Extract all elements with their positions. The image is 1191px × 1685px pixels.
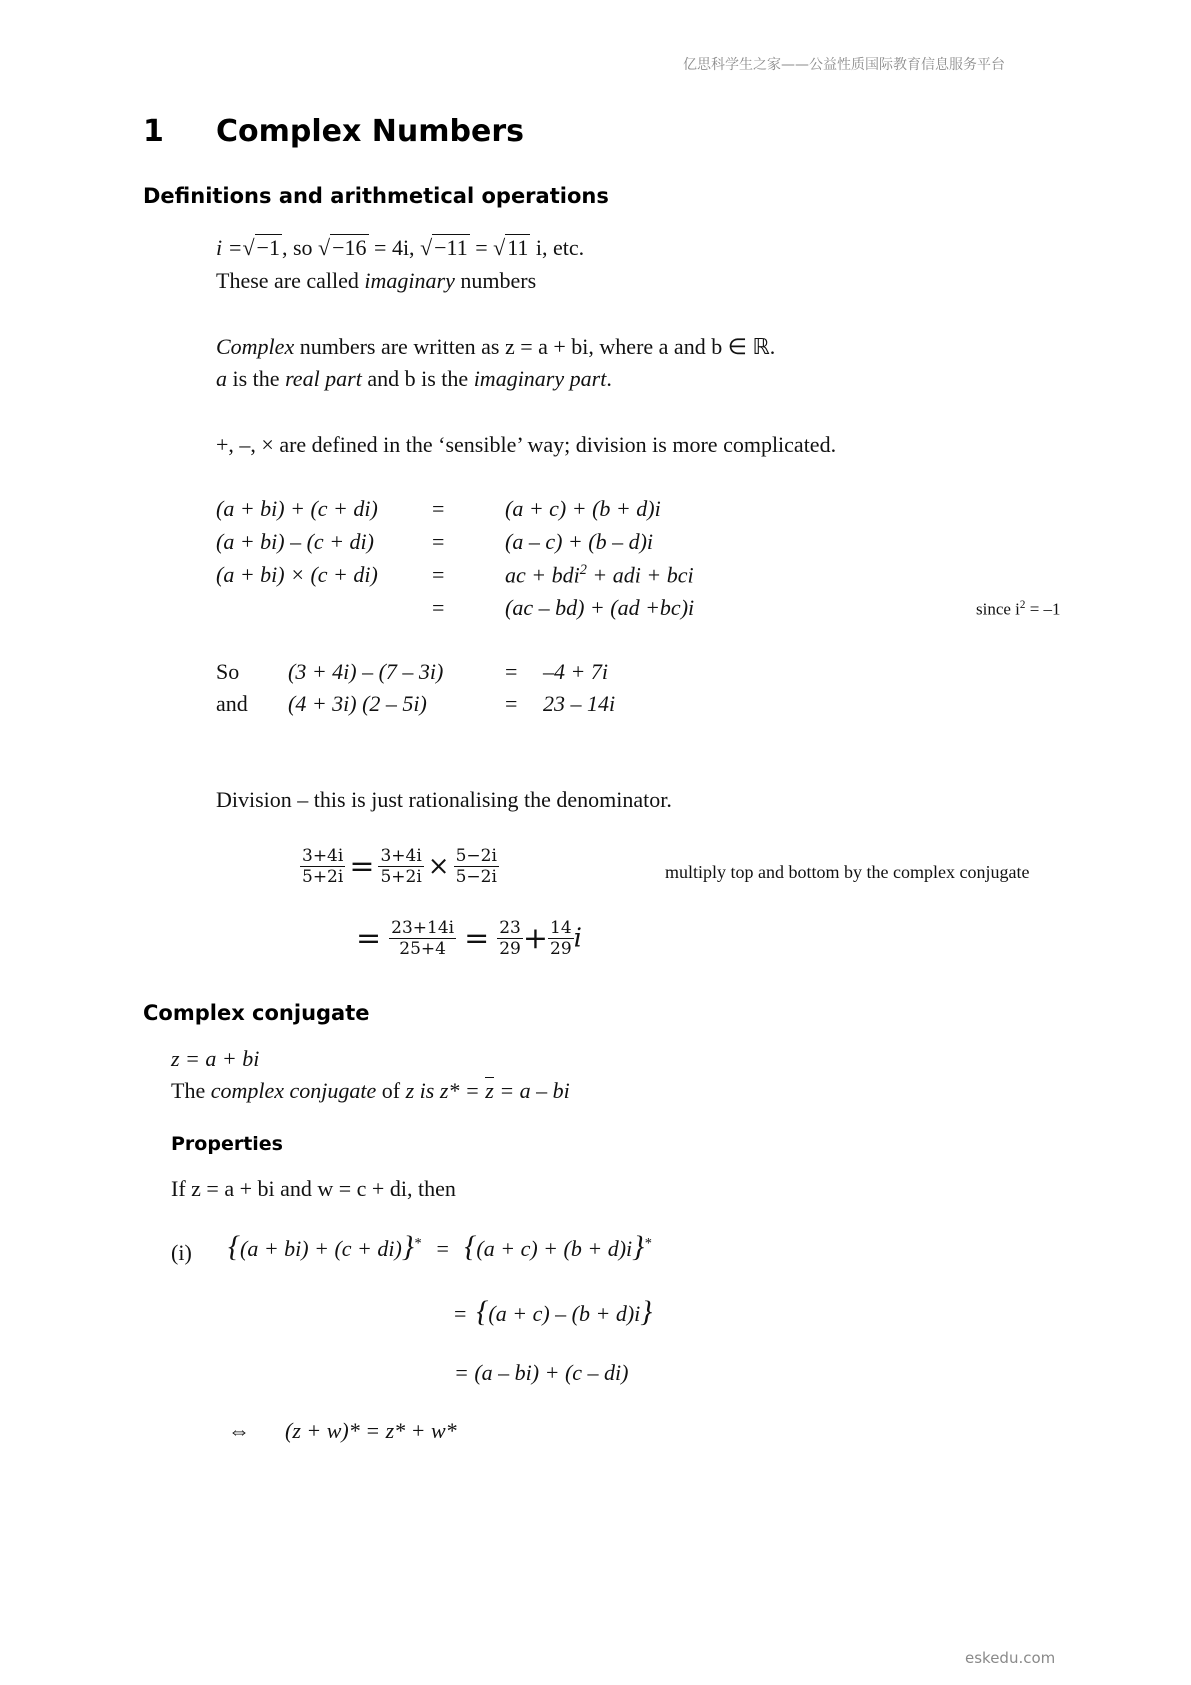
example2-label: and <box>216 691 248 716</box>
example2-expr: (4 + 3i) (2 – 5i) <box>288 691 427 716</box>
imaginary-note: These are called imaginary numbers <box>216 268 537 293</box>
example2-result: 23 – 14i <box>543 691 616 716</box>
op-mul2-rhs: (ac – bd) + (ad +bc)i <box>505 595 695 620</box>
property-i-result: (z + w)* = z* + w* <box>285 1418 457 1443</box>
op-since-note: since $i^2 = -1$ <box>976 599 1061 619</box>
section-heading-conjugate: Complex conjugate <box>143 1001 370 1025</box>
real-imag-parts: a is the real part and b is the imaginary part. <box>216 366 612 391</box>
operations-note: +, –, × are defined in the ‘sensible’ way; division is more complicated. <box>216 432 837 457</box>
property-i-line-3: = (a – bi) + (c – di) <box>454 1360 629 1385</box>
division-line-2: = $\frac{23+14i}{25+4}$ = $\frac{23}{29}$ + $\frac{14}{29}$ i <box>356 918 582 959</box>
division-note: Division – this is just rationalising the denominator. <box>216 787 672 812</box>
op-mul-rhs: ac + bdi$^2$ + adi + bci <box>505 562 694 588</box>
section-heading-definitions: Definitions and arithmetical operations <box>143 184 609 208</box>
complex-definition: Complex numbers are written as z = a + bi, where a and b ∈ ℝ. <box>216 334 776 359</box>
op-add-lhs: (a + bi) + (c + di) <box>216 496 378 521</box>
division-line-1: $\frac{3+4i}{5+2i}$ = $\frac{3+4i}{5+2i}$ × $\frac{5-2i}{5-2i}$ <box>302 846 497 887</box>
properties-heading: Properties <box>171 1133 283 1155</box>
example1-eq: = <box>505 659 518 684</box>
division-conjugate-note: multiply top and bottom by the complex conjugate <box>665 862 1030 882</box>
op-sub-lhs: (a + bi) – (c + di) <box>216 529 374 554</box>
implies-icon: ⇔ <box>228 1418 250 1443</box>
op-add-rhs: (a + c) + (b + d)i <box>505 496 661 521</box>
op-add-eq: = <box>432 496 445 521</box>
example1-expr: (3 + 4i) – (7 – 3i) <box>288 659 444 684</box>
imaginary-definition: i =√−1, so √−16 = 4i, √−11 = √11 i, etc. <box>216 235 585 260</box>
example1-result: –4 + 7i <box>543 659 608 684</box>
page-title: Complex Numbers <box>216 114 524 149</box>
op-mul2-eq: = <box>432 595 445 620</box>
example1-label: So <box>216 659 240 684</box>
header-site: 亿思科学生之家——公益性质国际教育信息服务平台 <box>683 57 1005 73</box>
properties-intro: If z = a + bi and w = c + di, then <box>171 1176 456 1201</box>
op-mul-lhs: (a + bi) × (c + di) <box>216 562 378 587</box>
example2-eq: = <box>505 691 518 716</box>
conjugate-z: z = a + bi <box>171 1046 260 1071</box>
op-mul-eq: = <box>432 562 445 587</box>
property-i-line-2: = {(a + c) – (b + d)i} <box>454 1295 653 1328</box>
footer-site: eskedu.com <box>965 1649 1056 1667</box>
chapter-number: 1 <box>143 114 164 149</box>
op-sub-eq: = <box>432 529 445 554</box>
op-sub-rhs: (a – c) + (b – d)i <box>505 529 654 554</box>
conjugate-definition: The complex conjugate of z is z* = z = a – bi <box>171 1078 570 1103</box>
property-i-line-1: {(a + bi) + (c + di)}* = {(a + c) + (b + d)i}* <box>228 1230 652 1263</box>
property-i-label: (i) <box>171 1240 192 1265</box>
